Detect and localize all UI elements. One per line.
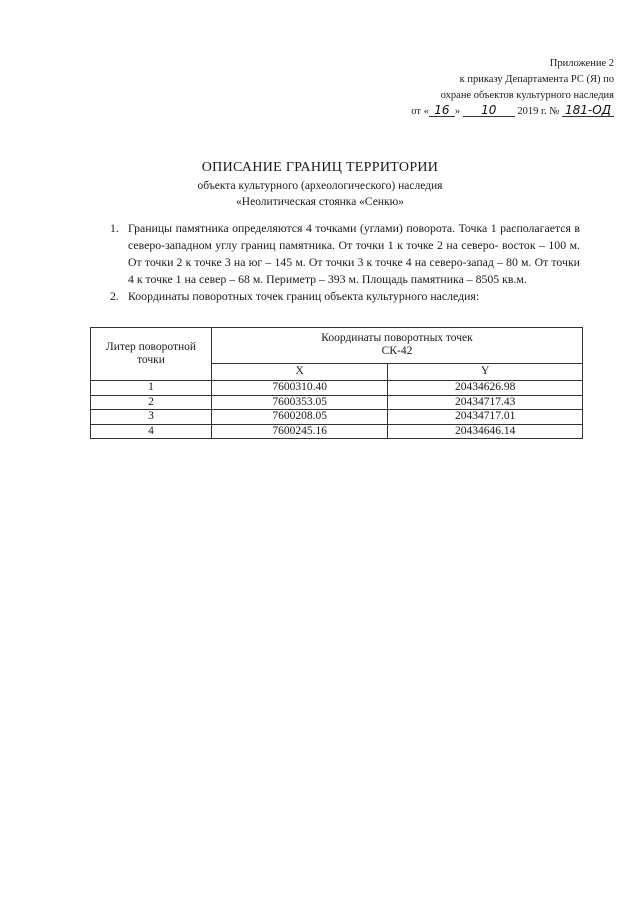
- handwritten-day: 16: [429, 104, 455, 117]
- cell-liter: 2: [91, 395, 212, 410]
- table-row: [91, 395, 583, 410]
- date-mid: »: [454, 106, 461, 117]
- list-item-number: 2.: [110, 289, 119, 303]
- table-row: [91, 381, 583, 396]
- appendix-line-3: охране объектов культурного наследия: [440, 90, 614, 101]
- description-list: [110, 220, 580, 305]
- table-row: [91, 410, 583, 425]
- table-header-row: [91, 328, 583, 364]
- list-item: [110, 220, 580, 288]
- document-subtitle-2: «Неолитическая стоянка «Сенкю»: [236, 196, 404, 208]
- cell-x: 7600353.05: [212, 395, 388, 410]
- cell-y: 20434626.98: [388, 381, 583, 396]
- list-item: [110, 288, 580, 305]
- cell-x: 7600310.40: [212, 381, 388, 396]
- cell-x: 7600245.16: [212, 424, 388, 439]
- header-liter: Литер поворотной точки: [91, 328, 212, 381]
- handwritten-month: 10: [463, 104, 515, 117]
- appendix-line-2: к приказу Департамента РС (Я) по: [459, 74, 614, 85]
- cell-y: 20434646.14: [388, 424, 583, 439]
- handwritten-order-number: 181-ОД: [562, 104, 614, 117]
- cell-y: 20434717.01: [388, 410, 583, 425]
- document-title: ОПИСАНИЕ ГРАНИЦ ТЕРРИТОРИИ: [201, 160, 439, 175]
- cell-liter: 1: [91, 381, 212, 396]
- list-item-number: 1.: [110, 221, 119, 235]
- header-y: Y: [388, 363, 583, 380]
- year-text: 2019 г. №: [517, 106, 560, 117]
- header-x: X: [212, 363, 388, 380]
- cell-liter: 3: [91, 410, 212, 425]
- header-coordinates: [212, 328, 583, 364]
- appendix-header: [354, 56, 614, 120]
- cell-liter: 4: [91, 424, 212, 439]
- appendix-date-line: [354, 104, 614, 120]
- document-subtitle-1: объекта культурного (археологического) наследия: [197, 180, 443, 192]
- cell-y: 20434717.43: [388, 395, 583, 410]
- header-coordinates-line2: СК-42: [381, 345, 413, 358]
- appendix-line-1: Приложение 2: [549, 58, 614, 69]
- table-row: [91, 424, 583, 439]
- cell-x: 7600208.05: [212, 410, 388, 425]
- header-coordinates-line1: Координаты поворотных точек: [321, 332, 473, 345]
- list-item-text: Границы памятника определяются 4 точками (углами) поворота. Точка 1 располагается в северо-западном углу границ памятника. От точки 1 к точке 2 на северо- восток – 100 м. От точки 2 к точке 3 на юг – 145 м. От точки 3 к точке 4 на северо-запад – 80 м. От точки 4 к точке 1 на север – 68 м. Периметр – 393 м. Площадь памятника – 8505 кв.м.: [128, 221, 580, 286]
- coordinates-table: [90, 327, 583, 439]
- date-prefix: от «: [411, 106, 429, 117]
- list-item-text: Координаты поворотных точек границ объекта культурного наследия:: [128, 289, 480, 303]
